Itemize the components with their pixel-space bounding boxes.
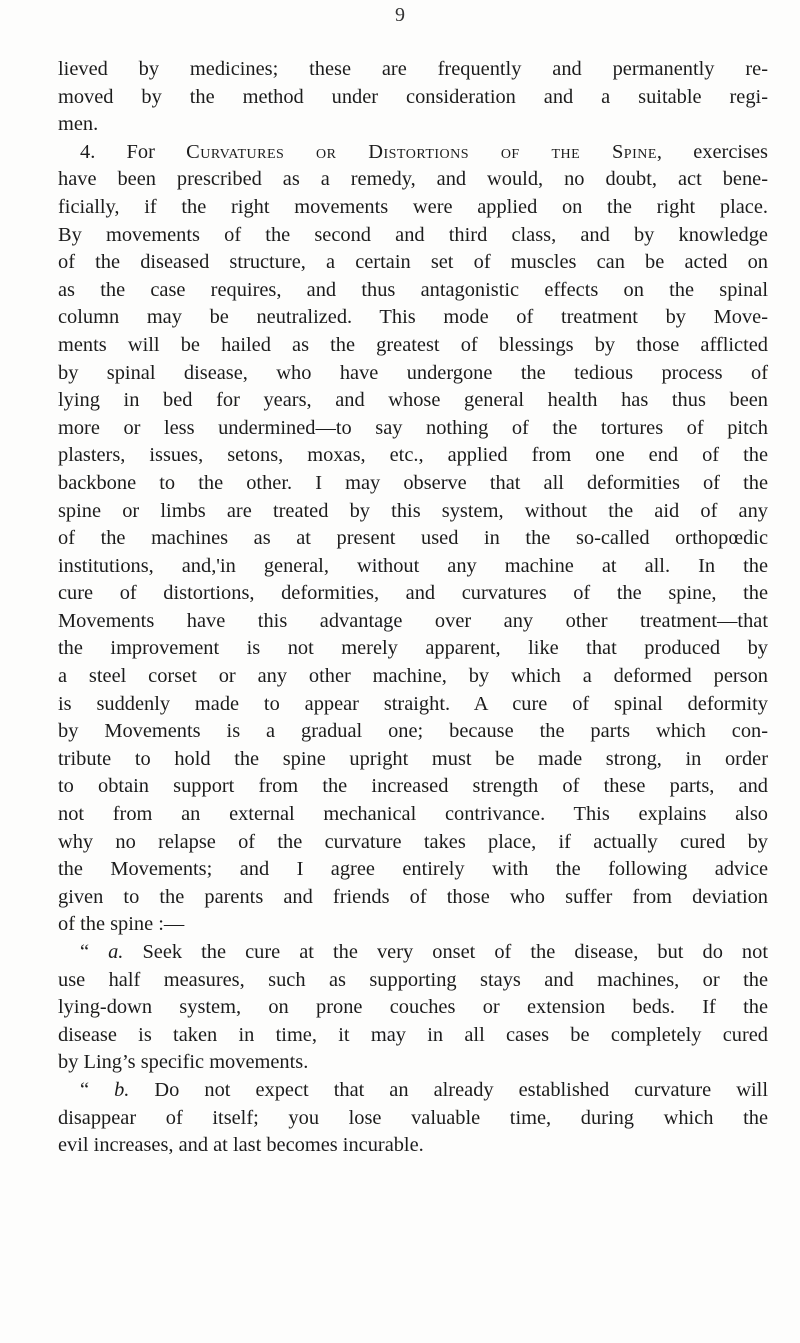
text-line-29: why no relapse of the curvature takes place, if actually cured by <box>58 830 768 853</box>
list-marker: b. <box>114 1078 130 1101</box>
page-number: 9 <box>395 4 405 26</box>
text-line-20: cure of distortions, deformities, and curvatures of the spine, the <box>58 582 768 605</box>
text-line-9: as the case requires, and thus antagonistic effects on the spinal <box>58 278 768 301</box>
text-line-16: backbone to the other. I may observe that all deformities of the <box>58 471 768 494</box>
text-line-3: men. <box>58 113 99 136</box>
text-line-5: have been prescribed as a remedy, and would, no doubt, act bene- <box>58 168 768 191</box>
text-line-28: not from an external mechanical contrivance. This explains also <box>58 803 768 826</box>
text-line-8: of the diseased structure, a certain set of muscles can be acted on <box>58 251 768 274</box>
text-line-4: 4. For Curvatures or Distortions of the Spine, exercises <box>80 140 768 163</box>
text-line-39: disappear of itself; you lose valuable time, during which the <box>58 1106 768 1129</box>
text-line-17: spine or limbs are treated by this system, without the aid of any <box>58 499 768 522</box>
text-line-6: ficially, if the right movements were applied on the right place. <box>58 195 768 218</box>
text-line-27: to obtain support from the increased strength of these parts, and <box>58 775 768 798</box>
text-line-14: more or less undermined—to say nothing of the tortures of pitch <box>58 416 768 439</box>
text-line-38: “ b. Do not expect that an already established curvature will <box>80 1078 768 1101</box>
text-line-32: of the spine :— <box>58 913 185 936</box>
text-line-37: by Ling’s specific movements. <box>58 1051 309 1074</box>
text-line-7: By movements of the second and third class, and by knowledge <box>58 223 768 246</box>
text-line-12: by spinal disease, who have undergone the tedious process of <box>58 361 768 384</box>
text-line-22: the improvement is not merely apparent, like that produced by <box>58 637 768 660</box>
text-line-31: given to the parents and friends of those who suffer from deviation <box>58 885 768 908</box>
text-line-34: use half measures, such as supporting stays and machines, or the <box>58 968 768 991</box>
text-line-25: by Movements is a gradual one; because the parts which con- <box>58 720 768 743</box>
text-line-24: is suddenly made to appear straight. A cure of spinal deformity <box>58 692 768 715</box>
text-line-23: a steel corset or any other machine, by which a deformed person <box>58 665 768 688</box>
text-line-1: lieved by medicines; these are frequently and permanently re- <box>58 58 768 80</box>
section-heading-phrase: Curvatures or Distortions of the Spine <box>186 140 657 163</box>
text-line-21: Movements have this advantage over any other treatment—that <box>58 609 768 632</box>
list-marker: a. <box>108 941 124 963</box>
text-line-33: “ a. Seek the cure at the very onset of the disease, but do not <box>80 941 768 963</box>
text-line-30: the Movements; and I agree entirely with the following advice <box>58 858 768 881</box>
text-line-19: institutions, and,'in general, without any machine at all. In the <box>58 554 768 577</box>
body-text <box>58 56 768 1160</box>
text-line-26: tribute to hold the spine upright must be made strong, in order <box>58 747 768 770</box>
text-line-36: disease is taken in time, it may in all cases be completely cured <box>58 1023 768 1046</box>
text-line-15: plasters, issues, setons, moxas, etc., applied from one end of the <box>58 444 768 467</box>
text-line-11: ments will be hailed as the greatest of blessings by those afflicted <box>58 333 768 356</box>
text-line-35: lying-down system, on prone couches or extension beds. If the <box>58 996 768 1019</box>
text-line-13: lying in bed for years, and whose general health has thus been <box>58 389 768 412</box>
text-line-40: evil increases, and at last becomes incurable. <box>58 1134 424 1157</box>
text-line-2: moved by the method under consideration and a suitable regi- <box>58 85 768 108</box>
text-line-18: of the machines as at present used in the so-called orthopœdic <box>58 527 768 550</box>
text-line-10: column may be neutralized. This mode of treatment by Move- <box>58 306 768 329</box>
